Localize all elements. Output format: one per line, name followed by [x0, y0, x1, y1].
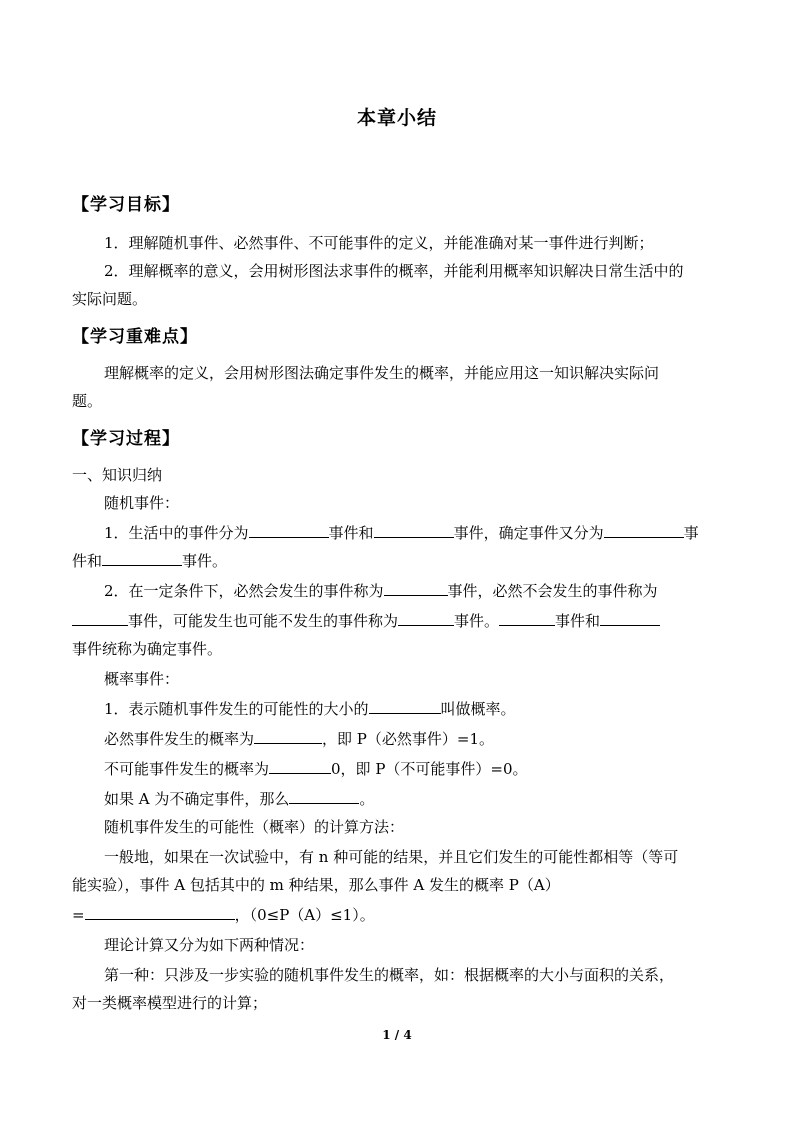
random-event-title: 随机事件：: [104, 494, 180, 512]
calc-method-line-1: 一般地，如果在一次试验中，有 n 种可能的结果，并且它们发生的可能性都相等（等可: [104, 848, 679, 866]
key-points-line-2: 题。: [72, 392, 103, 410]
section-heading-process: 【学习过程】: [72, 429, 180, 449]
answer-blank[interactable]: [269, 758, 331, 774]
probability-item-2: 必然事件发生的概率为 ，即 P（必然事件）=1。: [104, 730, 494, 748]
probability-item-3: 不可能事件发生的概率为 0，即 P（不可能事件）=0。: [104, 760, 528, 778]
answer-blank[interactable]: [374, 522, 454, 538]
probability-title: 概率事件：: [104, 670, 180, 688]
key-points-line-1: 理解概率的定义，会用树形图法确定事件发生的概率，并能应用这一知识解决实际问: [104, 364, 660, 382]
probability-item-1: 1．表示随机事件发生的可能性的大小的 叫做概率。: [104, 700, 516, 718]
answer-blank[interactable]: [600, 610, 660, 626]
answer-blank[interactable]: [499, 610, 555, 626]
answer-blank[interactable]: [102, 550, 182, 566]
goal-item-2-cont: 实际问题。: [72, 290, 148, 308]
page-number: 1 / 4: [382, 1028, 412, 1042]
page-title: 本章小结: [356, 107, 437, 129]
section-heading-key-points: 【学习重难点】: [72, 327, 198, 347]
goal-item-2: 2．理解概率的意义，会用树形图法求事件的概率，并能利用概率知识解决日常生活中的: [104, 262, 684, 280]
calc-method-title: 随机事件发生的可能性（概率）的计算方法：: [104, 818, 405, 836]
question-2-line-3: 事件统称为确定事件。: [72, 640, 223, 658]
first-case-line-1: 第一种：只涉及一步实验的随机事件发生的概率，如：根据概率的大小与面积的关系，: [104, 966, 675, 984]
answer-blank[interactable]: [249, 522, 329, 538]
answer-blank[interactable]: [254, 728, 322, 744]
answer-blank[interactable]: [289, 788, 359, 804]
calc-method-line-2: 能实验），事件 A 包括其中的 m 种结果，那么事件 A 发生的概率 P（A）: [72, 876, 560, 894]
question-2-line-2: 事件，可能发生也可能不发生的事件称为 事件。 事件和: [72, 610, 722, 632]
question-1-line-2: 件和 事件。: [72, 552, 228, 570]
answer-blank[interactable]: [72, 610, 128, 626]
answer-blank[interactable]: [398, 610, 454, 626]
section-heading-goals: 【学习目标】: [72, 195, 180, 215]
calc-method-line-3: = ，（0≤P（A）≤1）。: [72, 906, 375, 924]
answer-blank[interactable]: [604, 522, 684, 538]
goal-item-1: 1．理解随机事件、必然事件、不可能事件的定义，并能准确对某一事件进行判断；: [104, 234, 654, 252]
first-case-line-2: 对一类概率模型进行的计算；: [72, 994, 268, 1012]
question-1-line-1: 1．生活中的事件分为 事件和 事件，确定事件又分为 事: [104, 524, 699, 542]
knowledge-heading: 一、知识归纳: [72, 466, 163, 484]
answer-blank[interactable]: [369, 698, 441, 714]
probability-item-4: 如果 A 为不确定事件，那么 。: [104, 790, 375, 808]
answer-blank[interactable]: [384, 580, 448, 596]
theory-line: 理论计算又分为如下两种情况：: [104, 936, 315, 954]
question-2-line-1: 2．在一定条件下，必然会发生的事件称为 事件，必然不会发生的事件称为: [104, 582, 658, 600]
answer-blank[interactable]: [85, 904, 235, 920]
